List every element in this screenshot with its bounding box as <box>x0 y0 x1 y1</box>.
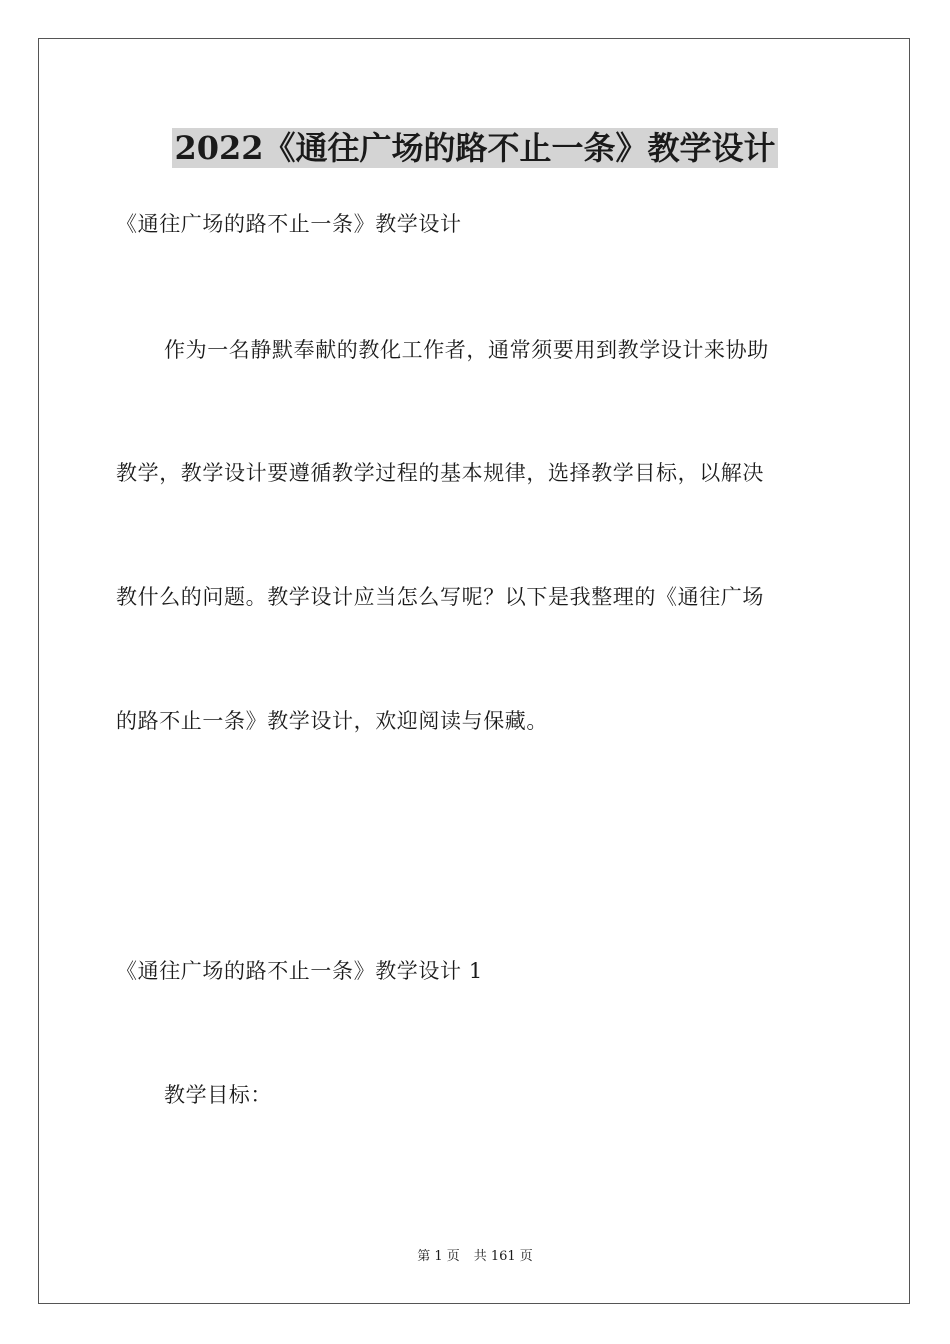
page-total: 共 161 页 <box>473 1249 533 1264</box>
intro-line-4: 的路不止一条》教学设计，欢迎阅读与保藏。 <box>116 709 548 733</box>
page-current: 第 1 页 <box>417 1249 460 1264</box>
document-subtitle: 《通往广场的路不止一条》教学设计 <box>116 212 462 236</box>
intro-line-2: 教学，教学设计要遵循教学过程的基本规律，选择教学目标，以解决 <box>116 461 764 485</box>
section-heading: 《通往广场的路不止一条》教学设计 1 <box>116 959 483 983</box>
objectives-label: 教学目标： <box>164 1083 272 1107</box>
intro-line-1: 作为一名静默奉献的教化工作者，通常须要用到教学设计来协助 <box>164 338 769 362</box>
page-footer <box>0 1248 950 1266</box>
document-title: 2022《通往广场的路不止一条》教学设计 <box>174 129 776 167</box>
title-container <box>0 128 950 168</box>
intro-line-3: 教什么的问题。教学设计应当怎么写呢？以下是我整理的《通往广场 <box>116 585 764 609</box>
